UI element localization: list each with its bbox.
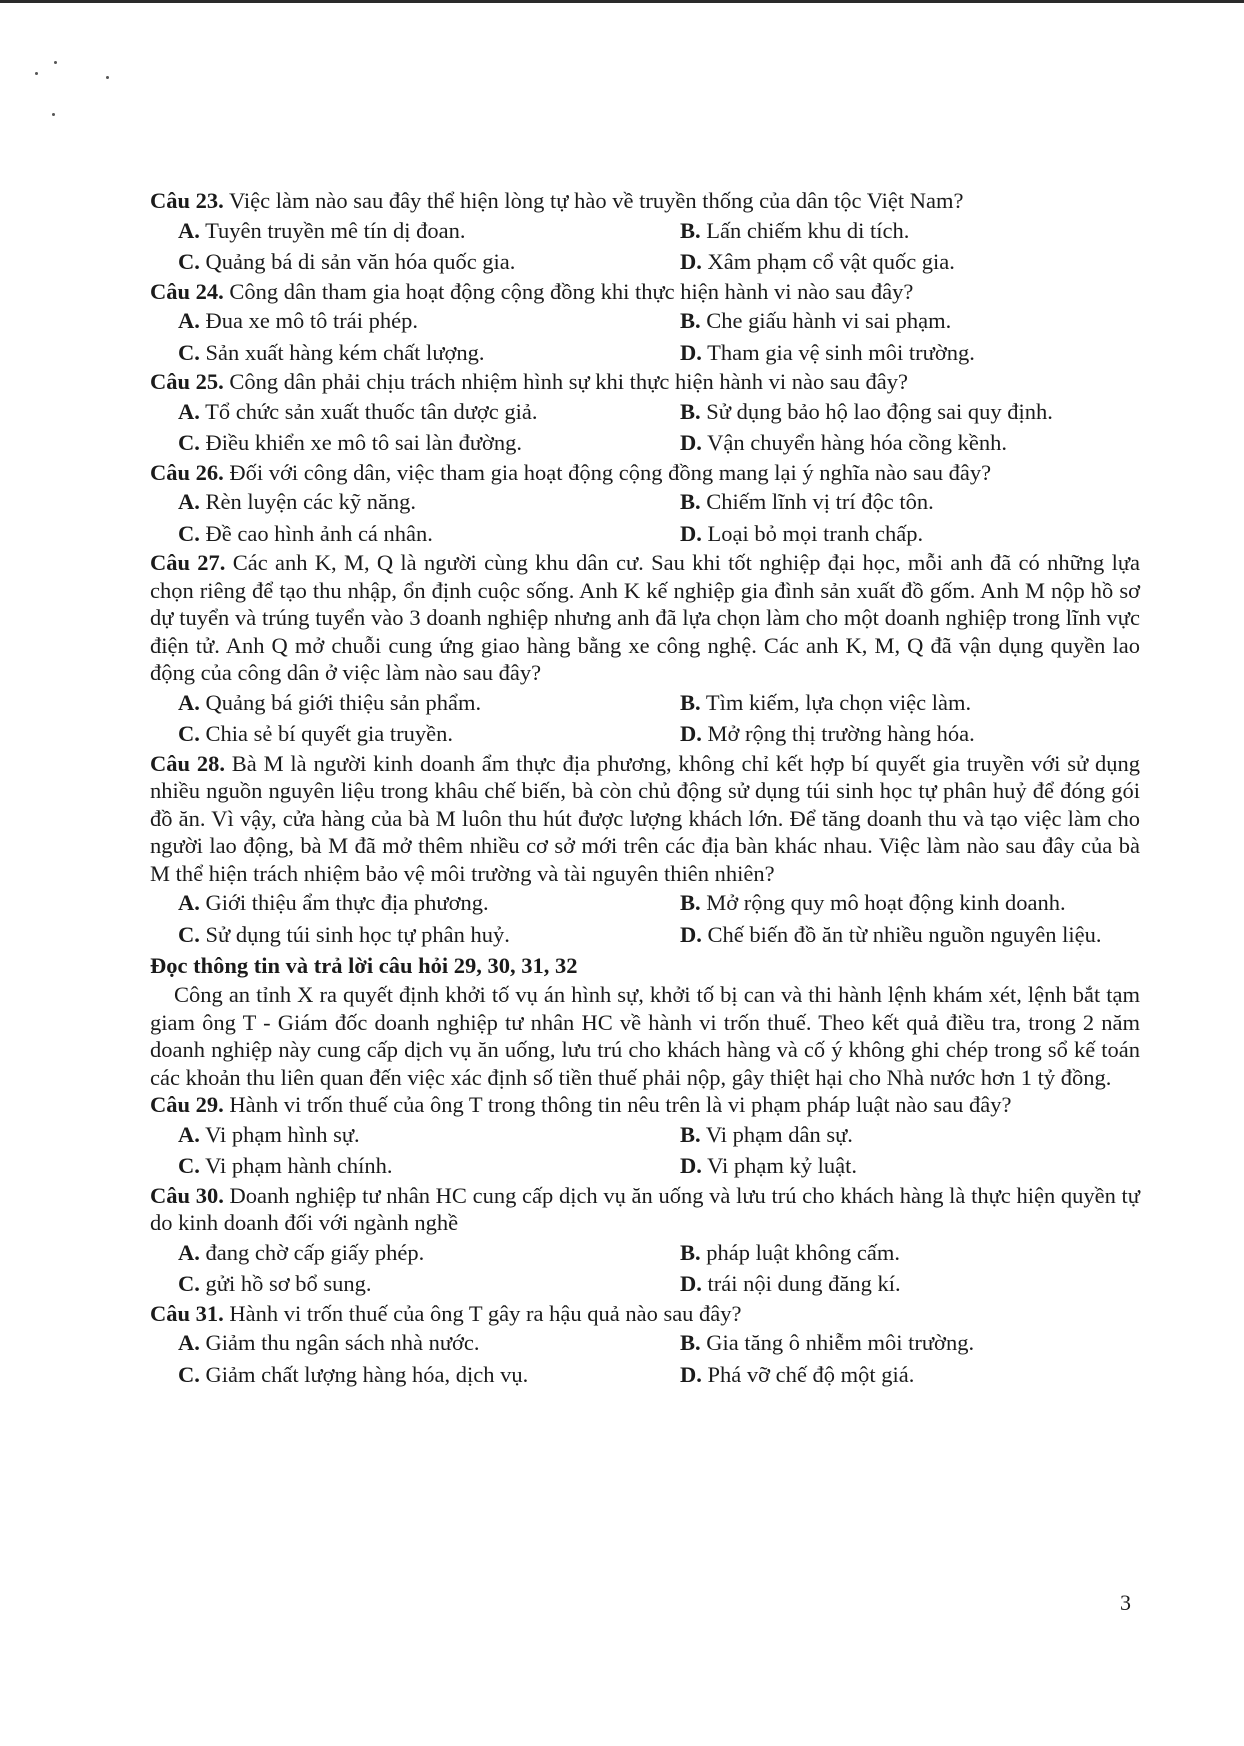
option-d[interactable] [680, 1150, 1140, 1182]
option-key: D. [680, 1361, 702, 1387]
option-key: A. [178, 308, 200, 333]
option-key: A. [178, 890, 200, 915]
option-key: C. [178, 249, 200, 274]
option-c[interactable] [150, 337, 680, 369]
options-row-2 [150, 246, 1140, 278]
options-row-1 [150, 215, 1140, 247]
question-label: Câu 25. [150, 369, 224, 394]
question [150, 459, 1140, 550]
option-c[interactable] [150, 427, 680, 459]
option-text: Vi phạm hình sự. [205, 1121, 360, 1147]
option-key: A. [178, 689, 200, 715]
options-row-1 [150, 305, 1140, 337]
option-text: Chiếm lĩnh vị trí độc tôn. [706, 489, 934, 514]
option-b[interactable] [680, 305, 1140, 337]
option-key: C. [178, 339, 200, 365]
option-key: D. [680, 249, 702, 274]
option-a[interactable] [150, 1327, 680, 1359]
option-key: D. [680, 1153, 702, 1178]
question [150, 1300, 1140, 1391]
question-stem [150, 750, 1140, 888]
option-d[interactable] [680, 518, 1140, 550]
option-c[interactable] [150, 246, 680, 278]
scan-speck [106, 76, 109, 79]
question-stem [150, 368, 1140, 396]
options-row-2 [150, 337, 1140, 369]
question-label: Câu 31. [150, 1300, 224, 1326]
question-label: Câu 27. [150, 550, 226, 575]
options-row-1 [150, 887, 1140, 919]
option-key: C. [178, 520, 200, 546]
options-row-1 [150, 1237, 1140, 1269]
option-a[interactable] [150, 396, 680, 428]
option-key: D. [680, 339, 702, 365]
question-text: Bà M là người kinh doanh ẩm thực địa phương, không chỉ kết hợp bí quyết gia truyền với sử dụng nhiều nguồn nguyên liệu trong khâu chế biến, bà còn chủ động sử dụng túi sinh học tự phân huỷ để đóng gói đồ ăn. Vì vậy, cửa hàng của bà M luôn thu hút được lượng khách lớn. Để tăng doanh thu và tạo việc làm cho người lao động, bà M đã mở thêm nhiều cơ sở mới trên các địa bàn khác nhau. Việc làm nào sau đây của bà M thể hiện trách nhiệm bảo vệ môi trường và tài nguyên thiên nhiên? [150, 750, 1141, 886]
question-stem [150, 1300, 1140, 1328]
question-label: Câu 26. [150, 459, 224, 485]
option-text: Tổ chức sản xuất thuốc tân dược giả. [205, 398, 538, 424]
option-key: B. [680, 890, 701, 915]
option-a[interactable] [150, 215, 680, 247]
question-label: Câu 23. [150, 188, 224, 213]
question-stem [150, 278, 1140, 306]
option-text: Vi phạm dân sự. [705, 1121, 853, 1147]
option-text: Tìm kiếm, lựa chọn việc làm. [705, 689, 972, 715]
scan-speck [52, 113, 55, 116]
question-text: Doanh nghiệp tư nhân HC cung cấp dịch vụ ăn uống và lưu trú cho khách hàng là thực hiện quyền tự do kinh doanh đối với ngành nghề [150, 1182, 1140, 1235]
question-label: Câu 28. [150, 750, 225, 776]
option-key: C. [178, 430, 200, 455]
option-text: Mở rộng thị trường hàng hóa. [707, 721, 975, 746]
option-c[interactable] [150, 718, 680, 750]
question-label: Câu 29. [150, 1092, 224, 1117]
option-text: Đề cao hình ảnh cá nhân. [205, 520, 433, 546]
option-d[interactable] [680, 246, 1140, 278]
option-text: Tham gia vệ sinh môi trường. [707, 339, 975, 365]
option-a[interactable] [150, 305, 680, 337]
option-text: Sử dụng bảo hộ lao động sai quy định. [706, 398, 1053, 424]
option-key: B. [680, 217, 701, 243]
question-stem [150, 187, 1140, 215]
option-key: A. [178, 398, 200, 424]
question-stem [150, 549, 1140, 687]
option-a[interactable] [150, 887, 680, 919]
option-d[interactable] [680, 337, 1140, 369]
option-text: gửi hồ sơ bổ sung. [205, 1271, 372, 1296]
option-key: A. [178, 489, 200, 514]
option-d[interactable] [680, 1359, 1140, 1391]
option-text: Đua xe mô tô trái phép. [205, 308, 418, 333]
reading-passage: Công an tỉnh X ra quyết định khởi tố vụ án hình sự, khởi tố bị can và thi hành lệnh khám xét, lệnh bắt tạm giam ông T - Giám đốc doanh nghiệp tư nhân HC về hành vi trốn thuế. Theo kết quả điều tra, trong 2 năm doanh nghiệp này cung cấp dịch vụ ăn uống, lưu trú cho khách hàng và cố ý không ghi chép trong sổ kế toán các khoản thu liên quan đến việc xác định số tiền thuế phải nộp, gây thiệt hại cho Nhà nước hơn 1 tỷ đồng. [150, 982, 1140, 1090]
question-text: Công dân phải chịu trách nhiệm hình sự khi thực hiện hành vi nào sau đây? [229, 369, 909, 394]
option-key: C. [178, 921, 200, 947]
question-text: Các anh K, M, Q là người cùng khu dân cư. Sau khi tốt nghiệp đại học, mỗi anh đã có những lựa chọn riêng để tạo thu nhập, ổn định cuộc sống. Anh K kế nghiệp gia đình sản xuất đồ gốm. Anh M nộp hồ sơ dự tuyển và trúng tuyển vào 3 doanh nghiệp nhưng anh đã lựa chọn làm cho một doanh nghiệp trong lĩnh vực điện tử. Anh Q mở chuỗi cung ứng giao hàng bằng xe công nghệ. Các anh K, M, Q đã vận dụng quyền lao động của công dân ở việc làm nào sau đây? [150, 550, 1140, 685]
option-key: A. [178, 1121, 200, 1147]
option-key: D. [680, 1271, 702, 1296]
option-text: Vi phạm kỷ luật. [707, 1153, 857, 1178]
question [150, 278, 1140, 369]
option-text: Giới thiệu ẩm thực địa phương. [205, 890, 489, 915]
options-row-2 [150, 1150, 1140, 1182]
question-label: Câu 24. [150, 278, 224, 304]
option-key: A. [178, 1239, 200, 1265]
option-text: Mở rộng quy mô hoạt động kinh doanh. [706, 890, 1066, 915]
option-text: Vi phạm hành chính. [205, 1153, 393, 1178]
question-text: Công dân tham gia hoạt động cộng đồng khi thực hiện hành vi nào sau đây? [229, 278, 914, 304]
question [150, 1091, 1140, 1182]
option-d[interactable] [680, 919, 1140, 951]
question-list-b [150, 1091, 1140, 1390]
option-key: A. [178, 1330, 200, 1355]
option-c[interactable] [150, 1150, 680, 1182]
option-key: B. [680, 1330, 701, 1355]
option-b[interactable] [680, 1119, 1140, 1151]
option-text: Xâm phạm cổ vật quốc gia. [707, 249, 955, 274]
question-text: Đối với công dân, việc tham gia hoạt động cộng đồng mang lại ý nghĩa nào sau đây? [229, 459, 992, 485]
option-text: Che giấu hành vi sai phạm. [706, 308, 952, 333]
option-b[interactable] [680, 215, 1140, 247]
option-text: pháp luật không cấm. [706, 1239, 900, 1265]
option-key: C. [178, 1271, 200, 1296]
option-text: Giảm thu ngân sách nhà nước. [205, 1330, 480, 1355]
option-a[interactable] [150, 687, 680, 719]
options-row-2 [150, 1268, 1140, 1300]
options-row-1 [150, 486, 1140, 518]
option-a[interactable] [150, 1119, 680, 1151]
option-key: C. [178, 1153, 200, 1178]
top-border-line [0, 0, 1244, 3]
option-text: Gia tăng ô nhiễm môi trường. [706, 1330, 975, 1355]
option-b[interactable] [680, 486, 1140, 518]
exam-page [150, 187, 1140, 1390]
option-key: B. [680, 1239, 701, 1265]
option-key: B. [680, 489, 701, 514]
question [150, 750, 1140, 951]
option-text: Chế biến đồ ăn từ nhiều nguồn nguyên liệu. [707, 921, 1102, 947]
question-list-a [150, 187, 1140, 950]
option-text: trái nội dung đăng kí. [707, 1271, 901, 1296]
option-d[interactable] [680, 427, 1140, 459]
option-text: Giảm chất lượng hàng hóa, dịch vụ. [205, 1361, 529, 1387]
options-row-1 [150, 687, 1140, 719]
question [150, 549, 1140, 750]
options-row-1 [150, 1327, 1140, 1359]
question [150, 368, 1140, 459]
option-key: C. [178, 1361, 200, 1387]
option-text: Rèn luyện các kỹ năng. [205, 489, 417, 514]
option-text: Quảng bá di sản văn hóa quốc gia. [205, 249, 516, 274]
option-b[interactable] [680, 887, 1140, 919]
question-text: Hành vi trốn thuế của ông T gây ra hậu quả nào sau đây? [229, 1300, 742, 1326]
option-d[interactable] [680, 1268, 1140, 1300]
option-text: Vận chuyển hàng hóa cồng kềnh. [707, 430, 1007, 455]
options-row-2 [150, 1359, 1140, 1391]
options-row-2 [150, 427, 1140, 459]
scan-speck [35, 72, 38, 75]
option-key: D. [680, 520, 702, 546]
option-key: B. [680, 1121, 701, 1147]
options-row-1 [150, 1119, 1140, 1151]
option-key: A. [178, 217, 200, 243]
option-text: Lấn chiếm khu di tích. [706, 217, 910, 243]
question-stem [150, 1091, 1140, 1119]
option-c[interactable] [150, 1268, 680, 1300]
option-key: B. [680, 398, 701, 424]
option-c[interactable] [150, 1359, 680, 1391]
option-text: Quảng bá giới thiệu sản phẩm. [205, 689, 482, 715]
scan-speck [54, 61, 57, 64]
options-row-1 [150, 396, 1140, 428]
option-a[interactable] [150, 486, 680, 518]
question-stem [150, 1182, 1140, 1237]
option-text: Tuyên truyền mê tín dị đoan. [205, 217, 466, 243]
option-text: Điều khiển xe mô tô sai làn đường. [205, 430, 523, 455]
question-text: Hành vi trốn thuế của ông T trong thông tin nêu trên là vi phạm pháp luật nào sau đây? [229, 1092, 1012, 1117]
option-text: Loại bỏ mọi tranh chấp. [707, 520, 924, 546]
option-key: D. [680, 921, 702, 947]
option-b[interactable] [680, 396, 1140, 428]
options-row-2 [150, 718, 1140, 750]
option-key: B. [680, 689, 701, 715]
options-row-2 [150, 919, 1140, 951]
option-c[interactable] [150, 919, 680, 951]
option-key: C. [178, 721, 200, 746]
page-number: 3 [1120, 1590, 1131, 1615]
option-key: D. [680, 721, 702, 746]
option-b[interactable] [680, 1237, 1140, 1269]
question [150, 187, 1140, 278]
question-stem [150, 459, 1140, 487]
option-text: Phá vỡ chế độ một giá. [707, 1361, 915, 1387]
options-row-2 [150, 518, 1140, 550]
option-key: D. [680, 430, 702, 455]
question-text: Việc làm nào sau đây thể hiện lòng tự hào về truyền thống của dân tộc Việt Nam? [228, 188, 964, 213]
option-text: Sản xuất hàng kém chất lượng. [205, 339, 485, 365]
option-text: đang chờ cấp giấy phép. [205, 1239, 425, 1265]
option-a[interactable] [150, 1237, 680, 1269]
option-text: Sử dụng túi sinh học tự phân huỷ. [205, 921, 510, 947]
question [150, 1182, 1140, 1300]
option-text: Chia sẻ bí quyết gia truyền. [205, 721, 453, 746]
option-b[interactable] [680, 687, 1140, 719]
option-d[interactable] [680, 718, 1140, 750]
reading-heading: Đọc thông tin và trả lời câu hỏi 29, 30, 31, 32 [150, 953, 578, 978]
question-label: Câu 30. [150, 1182, 224, 1208]
option-key: B. [680, 308, 701, 333]
option-c[interactable] [150, 518, 680, 550]
option-b[interactable] [680, 1327, 1140, 1359]
